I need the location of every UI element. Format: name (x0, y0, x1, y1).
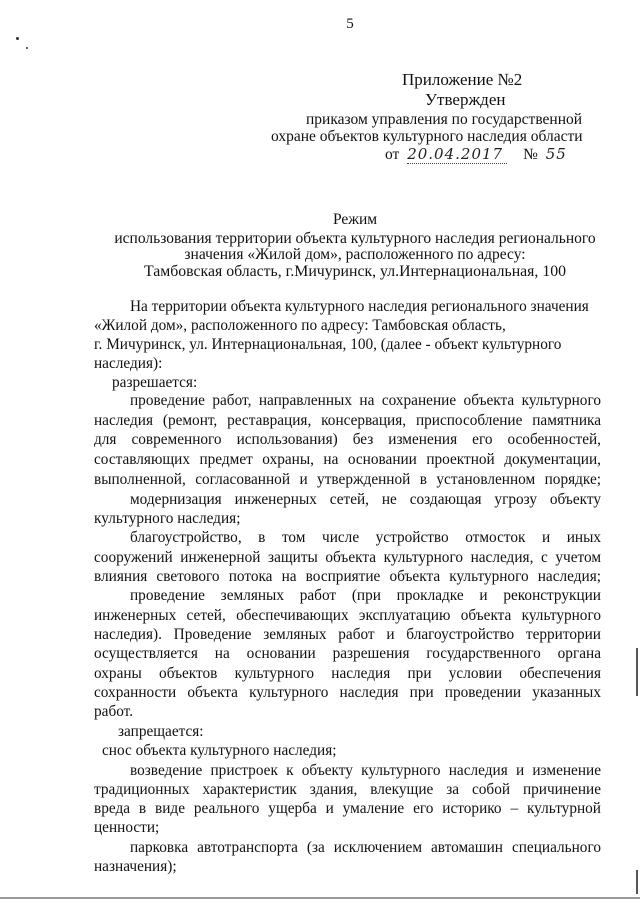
body-line: проведение земляных работ (при прокладке и реконструкции (130, 587, 601, 604)
scan-speck (26, 47, 28, 49)
body-line: вреда в виде реального ущерба и умаление его историко – культурной (94, 800, 601, 817)
scan-edge-mark (636, 648, 638, 696)
title-address: Тамбовская область, г.Мичуринск, ул.Интернациональная, 100 (143, 263, 567, 280)
body-line: сооружений инженерной защиты объекта культурного наследия, с учетом (94, 549, 601, 566)
order-date-line (385, 145, 586, 164)
title-regime: Режим (332, 211, 378, 228)
body-line: модернизация инженерных сетей, не создающая угрозу объекту (130, 491, 601, 508)
number-prefix: № (523, 146, 538, 163)
title-line-3: значения «Жилой дом», расположенного по адресу: (184, 246, 526, 263)
body-line: благоустройство, в том числе устройство отмосток и иных (130, 529, 601, 546)
handwritten-number: 55 (545, 145, 567, 163)
body-line: инженерных сетей, обеспечивающих эксплуатацию объекта культурного (94, 607, 601, 624)
order-line-2: охране объектов культурного наследия области (271, 128, 583, 145)
from-prefix: от (385, 146, 400, 163)
scan-speck (16, 37, 19, 40)
body-line: наследия). Проведение земляных работ и благоустройство территории (94, 626, 601, 643)
body-line: парковка автотранспорта (за исключением автомашин специального (130, 839, 601, 856)
body-line: осуществляется на основании разрешения государственного органа (94, 645, 601, 662)
title-line-2: использования территории объекта культурного наследия регионального (114, 230, 596, 247)
body-line: «Жилой дом», расположенного по адресу: Тамбовская область, (94, 317, 506, 334)
body-line: выполненной, согласованной и утвержденной в установленном порядке; (94, 471, 601, 488)
body-line: ценности; (94, 819, 160, 836)
body-line: сохранности объекта культурного наследия при проведении указанных (94, 684, 601, 701)
body-line: На территории объекта культурного наследия регионального значения (130, 298, 589, 315)
handwritten-date: 20.04.2017 (407, 145, 507, 164)
body-line: наследия (ремонт, реставрация, консервация, приспособление памятника (94, 412, 601, 429)
body-line: наследия): (94, 355, 163, 372)
body-line: культурного наследия; (94, 510, 241, 527)
body-line: возведение пристроек к объекту культурного наследия и изменение (130, 762, 601, 779)
body-line: проведение работ, направленных на сохранение объекта культурного (130, 392, 601, 409)
appendix-label: Приложение №2 (402, 70, 523, 89)
body-line: работ. (94, 703, 134, 720)
body-line: охраны объектов культурного наследия при условии обеспечения (94, 665, 601, 682)
body-line: запрещается: (118, 723, 204, 740)
body-line: составляющих предмет охраны, на основании проектной документации, (94, 451, 601, 468)
body-line: г. Мичуринск, ул. Интернациональная, 100, (далее - объект культурного (94, 336, 562, 353)
body-line: влияния светового потока на восприятие объекта культурного наследия; (94, 568, 601, 585)
body-line: назначения); (94, 858, 177, 875)
page-number: 5 (346, 16, 354, 32)
order-line-1: приказом управления по государственной (306, 111, 583, 128)
scan-bottom-edge (0, 897, 640, 899)
body-line: для современного использования) без изменения его особенностей, (94, 431, 601, 448)
scan-edge-mark (636, 870, 638, 894)
body-line: разрешается: (112, 374, 198, 391)
approved-label: Утвержден (425, 90, 506, 109)
body-line: традиционных характеристик здания, влекущие за собой причинение (94, 781, 601, 798)
body-line: снос объекта культурного наследия; (102, 742, 337, 759)
